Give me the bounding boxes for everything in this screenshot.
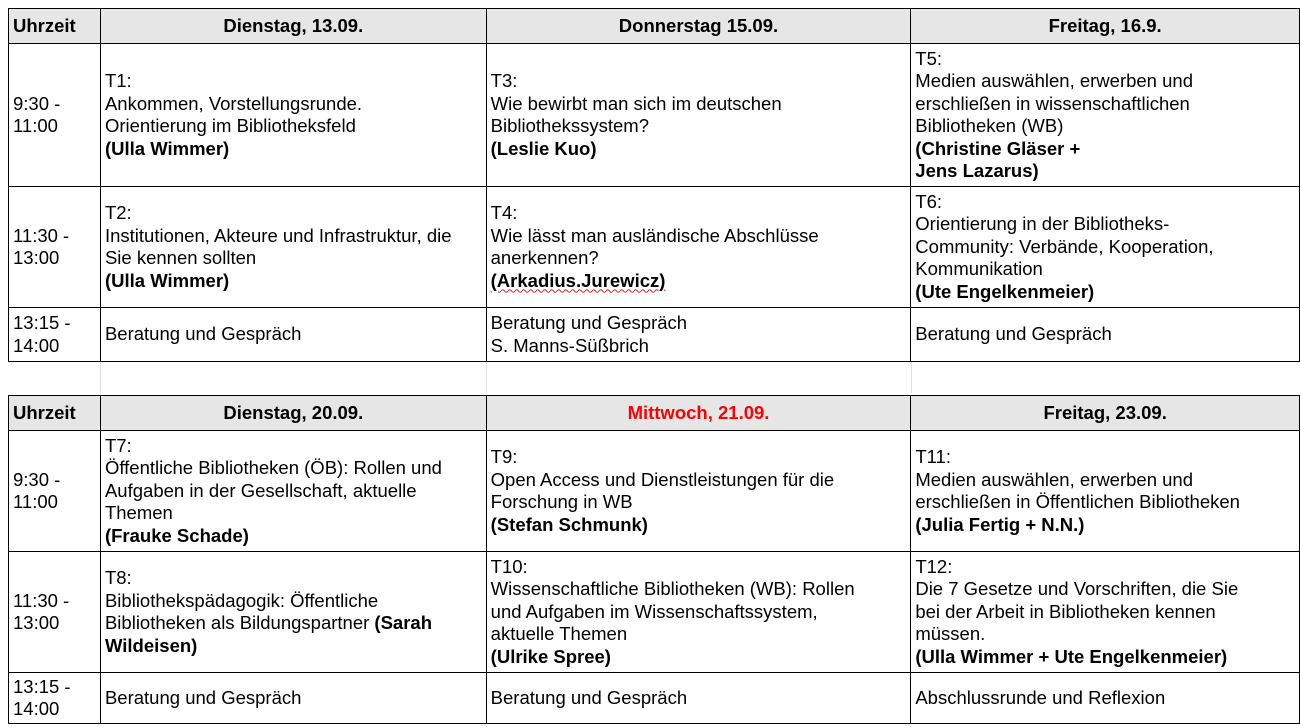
session-title-line: und Aufgaben im Wissenschaftssystem, — [490, 600, 818, 622]
session-cell — [100, 308, 486, 362]
time-slot — [9, 44, 101, 187]
session-code: T5: — [915, 47, 943, 69]
session-title-line: anerkennen? — [490, 247, 599, 268]
time-end: 14:00 — [13, 334, 60, 356]
table-gap — [8, 362, 1300, 393]
day-header-tuesday: Dienstag, 13.09. — [100, 9, 486, 44]
session-code: T2: — [104, 202, 132, 223]
time-end: 13:00 — [13, 612, 60, 633]
time-header: Uhrzeit — [9, 9, 101, 44]
header-row — [9, 396, 1300, 431]
day-header-friday: Freitag, 23.09. — [911, 396, 1300, 431]
session-speaker: (Ulla Wimmer + Ute Engelkenmeier) — [915, 645, 1228, 667]
session-title-line: Öffentliche Bibliotheken (ÖB): Rollen und — [104, 457, 442, 479]
session-title-line: Bibliothekspädagogik: Öffentliche — [104, 589, 379, 611]
table-row — [9, 44, 1300, 187]
schedule-table-week1 — [8, 8, 1300, 362]
session-cell — [911, 673, 1300, 724]
session-title-line: Beratung und Gespräch — [104, 323, 302, 345]
session-title-text: Bibliotheken als Bildungspartner — [104, 612, 375, 633]
session-title-line: Bibliothekssystem? — [490, 115, 649, 136]
session-cell — [486, 44, 911, 187]
session-cell — [486, 187, 911, 308]
session-title-line: Medien auswählen, erwerben und — [915, 70, 1193, 91]
session-speaker: (Julia Fertig + N.N.) — [915, 513, 1085, 535]
session-cell — [100, 552, 486, 673]
session-cell — [100, 673, 486, 724]
header-row — [9, 9, 1300, 44]
session-title-line: Beratung und Gespräch — [490, 312, 688, 333]
schedule-table-week2 — [8, 395, 1300, 724]
session-title-line: Beratung und Gespräch — [104, 686, 302, 708]
session-code: T9: — [490, 446, 518, 467]
session-cell — [100, 44, 486, 187]
session-cell — [486, 552, 911, 673]
session-title-line: aktuelle Themen — [490, 623, 628, 645]
time-start: 11:30 - — [13, 224, 70, 246]
session-title-line: Orientierung in der Bibliotheks- — [915, 213, 1170, 235]
time-start: 9:30 - — [13, 468, 61, 490]
session-speaker: (Stefan Schmunk) — [490, 513, 648, 535]
session-title-line: Wie bewirbt man sich im deutschen — [490, 92, 782, 114]
session-speaker: (Leslie Kuo) — [490, 137, 597, 159]
session-cell — [911, 308, 1300, 362]
session-code: T12: — [915, 555, 953, 577]
time-start: 11:30 - — [13, 589, 70, 611]
day-header-wednesday: Mittwoch, 21.09. — [486, 396, 911, 431]
table-row — [9, 308, 1300, 362]
session-title-line: Wie lässt man ausländische Abschlüsse — [490, 224, 819, 246]
session-code: T1: — [104, 70, 132, 91]
time-end: 11:00 — [13, 115, 58, 136]
session-speaker: (Ute Engelkenmeier) — [915, 280, 1095, 302]
session-code: T6: — [915, 190, 943, 212]
session-title-line: Beratung und Gespräch — [490, 686, 688, 708]
session-title-line: Die 7 Gesetze und Vorschriften, die Sie — [915, 578, 1239, 600]
table-row — [9, 673, 1300, 724]
session-speaker: (Frauke Schade) — [104, 524, 249, 546]
session-cell — [911, 187, 1300, 308]
session-speaker-start: (Sarah — [374, 612, 432, 633]
session-speaker: (Ulrike Spree) — [490, 645, 611, 667]
session-title-line: bei der Arbeit in Bibliotheken kennen — [915, 600, 1216, 622]
session-speaker: Jens Lazarus) — [915, 160, 1039, 181]
session-title-line: müssen. — [915, 623, 986, 645]
session-cell — [100, 431, 486, 552]
session-cell — [100, 187, 486, 308]
time-start: 9:30 - — [13, 92, 61, 114]
session-title-line-mixed — [105, 612, 482, 635]
session-cell — [486, 431, 911, 552]
session-speaker: (Arkadius.Jurewicz) — [490, 269, 666, 291]
session-title-line: Sie kennen sollten — [104, 247, 257, 268]
session-code: T10: — [490, 555, 528, 577]
session-title-line: Kommunikation — [915, 258, 1043, 280]
session-cell — [486, 673, 911, 724]
table-row — [9, 187, 1300, 308]
day-header-thursday: Donnerstag 15.09. — [486, 9, 911, 44]
session-title-line: Ankommen, Vorstellungsrunde. — [104, 92, 363, 114]
session-title-line: Bibliotheken (WB) — [915, 115, 1064, 136]
session-title-line: Institutionen, Akteure und Infrastruktur, die — [104, 224, 452, 246]
session-title-line: erschließen in Öffentlichen Bibliotheken — [915, 491, 1240, 512]
session-code: T11: — [915, 446, 951, 467]
day-header-friday: Freitag, 16.9. — [911, 9, 1300, 44]
session-cell — [486, 308, 911, 362]
session-code: T4: — [490, 202, 518, 223]
table-row — [9, 431, 1300, 552]
session-speaker: (Christine Gläser + — [915, 137, 1081, 159]
session-code: T3: — [490, 70, 518, 91]
time-start: 13:15 - — [13, 312, 71, 333]
table-row — [9, 552, 1300, 673]
time-slot — [9, 431, 101, 552]
session-title-line: Orientierung im Bibliotheksfeld — [104, 115, 356, 136]
time-header: Uhrzeit — [9, 396, 101, 431]
time-end: 13:00 — [13, 247, 60, 268]
session-title-line: Open Access und Dienstleistungen für die — [490, 468, 835, 490]
time-slot — [9, 308, 101, 362]
session-code: T7: — [104, 434, 132, 456]
time-start: 13:15 - — [13, 675, 71, 697]
time-slot — [9, 673, 101, 724]
time-slot — [9, 187, 101, 308]
session-speaker: Wildeisen) — [104, 634, 198, 656]
session-title-line: Beratung und Gespräch — [915, 323, 1112, 345]
time-end: 11:00 — [13, 491, 58, 512]
session-code: T8: — [104, 567, 132, 588]
session-title-line: Medien auswählen, erwerben und — [915, 468, 1194, 490]
time-slot — [9, 552, 101, 673]
session-cell — [911, 552, 1300, 673]
session-title-line: Forschung in WB — [490, 491, 633, 512]
session-cell — [911, 431, 1300, 552]
session-title-line: Wissenschaftliche Bibliotheken (WB): Rollen — [490, 578, 855, 600]
session-title-line: erschließen in wissenschaftlichen — [915, 92, 1190, 114]
session-title-line: Abschlussrunde und Reflexion — [915, 686, 1166, 708]
session-cell — [911, 44, 1300, 187]
session-title-line: Themen — [104, 502, 173, 524]
time-end: 14:00 — [13, 698, 60, 719]
session-title-line: Aufgaben in der Gesellschaft, aktuelle — [104, 479, 417, 501]
day-header-tuesday: Dienstag, 20.09. — [100, 396, 486, 431]
session-title-line: Community: Verbände, Kooperation, — [915, 235, 1214, 257]
session-title-line: S. Manns-Süßbrich — [490, 334, 649, 356]
session-speaker: (Ulla Wimmer) — [104, 137, 230, 159]
session-speaker: (Ulla Wimmer) — [104, 269, 230, 291]
